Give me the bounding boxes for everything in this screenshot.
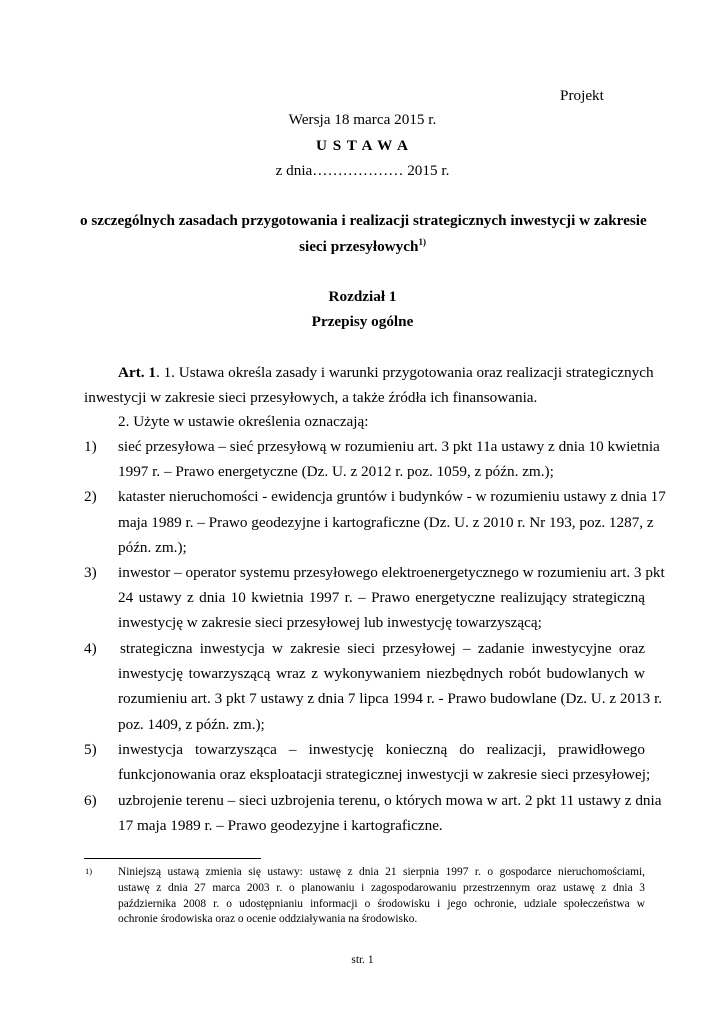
- page-number: str. 1: [351, 954, 374, 966]
- definition-line: 24 ustawy z dnia 10 kwietnia 1997 r. – Prawo energetyczne realizujący strategiczną: [118, 589, 645, 606]
- chapter-name: Przepisy ogólne: [311, 313, 414, 330]
- footnote-reference: 1): [418, 237, 426, 247]
- definition-line: poz. 1409, z późn. zm.);: [118, 716, 265, 733]
- definition-number: 1): [84, 438, 97, 455]
- definition-line: sieć przesyłowa – sieć przesyłową w rozumieniu art. 3 pkt 11a ustawy z dnia 10 kwietnia: [118, 438, 660, 455]
- act-date: z dnia……………… 2015 r.: [275, 162, 450, 179]
- act-title-line1: o szczególnych zasadach przygotowania i realizacji strategicznych inwestycji w zakresie: [80, 212, 647, 229]
- definition-line: 1997 r. – Prawo energetyczne (Dz. U. z 2012 r. poz. 1059, z późn. zm.);: [118, 463, 554, 480]
- act-title-line2: [80, 237, 645, 256]
- projekt-label: Projekt: [560, 87, 604, 104]
- definition-line: 17 maja 1989 r. – Prawo geodezyjne i kartograficzne.: [118, 817, 443, 834]
- definition-number: 2): [84, 488, 97, 505]
- art1-line1: [118, 364, 654, 382]
- footnote-line: października 2008 r. o udostępnianiu informacji o środowisku i jego ochronie, udziale społeczeństwa w: [118, 898, 645, 910]
- version-date: Wersja 18 marca 2015 r.: [288, 111, 437, 128]
- definition-line: inwestycja towarzysząca – inwestycję konieczną do realizacji, prawidłowego: [118, 741, 645, 758]
- art1-paragraph2: 2. Użyte w ustawie określenia oznaczają:: [118, 413, 369, 430]
- definition-line: maja 1989 r. – Prawo geodezyjne i kartograficzne (Dz. U. z 2010 r. Nr 193, poz. 1287, z: [118, 514, 654, 531]
- chapter-number: Rozdział 1: [328, 288, 397, 305]
- definition-number: 3): [84, 564, 97, 581]
- art1-line2: inwestycji w zakresie sieci przesyłowych, a także źródła ich finansowania.: [84, 389, 538, 406]
- definition-number: 4): [84, 640, 97, 657]
- definition-line: uzbrojenie terenu – sieci uzbrojenia terenu, o których mowa w art. 2 pkt 11 ustawy z dnia: [118, 792, 662, 809]
- act-title-line2-text: sieci przesyłowych: [299, 238, 419, 255]
- definition-number: 5): [84, 741, 97, 758]
- act-type: U S T A W A: [315, 137, 410, 154]
- article-label: Art. 1: [118, 364, 156, 381]
- definition-line: inwestor – operator systemu przesyłowego elektroenergetycznego w rozumieniu art. 3 pkt: [118, 564, 665, 581]
- footnote-line: Niniejszą ustawą zmienia się ustawy: ustawę z dnia 21 sierpnia 1997 r. o gospodarce nieruchomościami,: [118, 866, 645, 878]
- footnote-separator: [84, 858, 261, 859]
- definition-number: 6): [84, 792, 97, 809]
- art1-line1-text: . 1. Ustawa określa zasady i warunki przygotowania oraz realizacji strategicznych: [155, 364, 654, 381]
- definition-line: późn. zm.);: [118, 539, 187, 556]
- definition-line: funkcjonowania oraz eksploatacji strategicznej inwestycji w zakresie sieci przesyłowej;: [118, 766, 651, 783]
- definition-line: strategiczna inwestycja w zakresie sieci przesyłowej – zadanie inwestycyjne oraz: [120, 640, 645, 657]
- footnote-mark: 1): [85, 866, 93, 876]
- footnote-line: ustawę z dnia 27 marca 2003 r. o planowaniu i zagospodarowaniu przestrzennym oraz ustawę z dnia 3: [118, 882, 645, 894]
- definition-line: kataster nieruchomości - ewidencja gruntów i budynków - w rozumieniu ustawy z dnia 17: [118, 488, 666, 505]
- definition-line: rozumieniu art. 3 pkt 7 ustawy z dnia 7 lipca 1994 r. - Prawo budowlane (Dz. U. z 2013 r.: [118, 690, 663, 707]
- footnote-line: ochronie środowiska oraz o ocenie oddziaływania na środowisko.: [118, 913, 418, 925]
- definition-line: inwestycję towarzyszącą wraz z wykonywaniem niezbędnych robót budowlanych w: [118, 665, 645, 682]
- definition-line: inwestycję w zakresie sieci przesyłowej lub inwestycję towarzyszącą;: [118, 614, 542, 631]
